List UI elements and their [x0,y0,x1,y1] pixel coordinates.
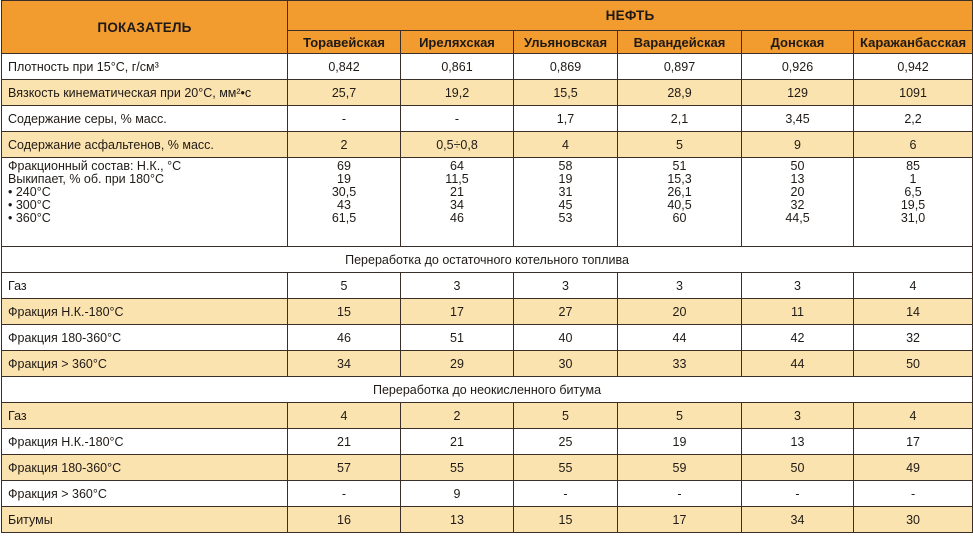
table-cell: - [742,481,854,507]
oil-column-header: Донская [742,31,854,54]
table-cell: 13 [401,507,514,533]
oil-column-header: Иреляхская [401,31,514,54]
table-cell: 4 [854,403,973,429]
table-row [2,325,973,351]
table-cell: 1,7 [514,106,618,132]
table-row-fractional [2,158,973,247]
table-row [2,455,973,481]
table-cell: - [854,481,973,507]
table-cell: 58 19 31 45 53 [514,158,618,247]
indicator-header: ПОКАЗАТЕЛЬ [2,1,288,54]
table-cell: 3 [742,403,854,429]
table-cell: 29 [401,351,514,377]
table-cell: 20 [618,299,742,325]
section-header-fuel [2,247,973,273]
table-cell: 16 [288,507,401,533]
table-cell: 42 [742,325,854,351]
table-cell: 15,5 [514,80,618,106]
table-cell: 64 11,5 21 34 46 [401,158,514,247]
table-cell: 9 [742,132,854,158]
row-label: Фракция Н.К.-180°С [2,299,288,325]
table-cell: 25 [514,429,618,455]
oil-column-header: Варандейская [618,31,742,54]
table-cell: 59 [618,455,742,481]
oil-column-header: Ульяновская [514,31,618,54]
table-cell: 5 [514,403,618,429]
table-cell: 3 [401,273,514,299]
table-cell: 51 15,3 26,1 40,5 60 [618,158,742,247]
row-label: Фракция > 360°С [2,481,288,507]
table-cell: - [401,106,514,132]
table-row-sulfur [2,106,973,132]
table-cell: 0,897 [618,54,742,80]
table-row [2,429,973,455]
table-cell: 129 [742,80,854,106]
table-cell: 40 [514,325,618,351]
table-cell: 13 [742,429,854,455]
table-cell: 85 1 6,5 19,5 31,0 [854,158,973,247]
table-cell: 9 [401,481,514,507]
table-cell: 30 [854,507,973,533]
table-cell: 33 [618,351,742,377]
oil-column-header: Каражанбасская [854,31,973,54]
table-row-density [2,54,973,80]
row-label: Фракция 180-360°С [2,325,288,351]
table-row [2,299,973,325]
table-cell: 3,45 [742,106,854,132]
table-cell: 44 [742,351,854,377]
row-label: Вязкость кинематическая при 20°С, мм²•с [2,80,288,106]
table-cell: 17 [854,429,973,455]
row-label: Фракция > 360°С [2,351,288,377]
table-cell: 3 [618,273,742,299]
table-cell: 55 [401,455,514,481]
table-row [2,507,973,533]
table-cell: 2,2 [854,106,973,132]
table-cell: 4 [854,273,973,299]
table-cell: 21 [401,429,514,455]
table-cell: 57 [288,455,401,481]
table-cell: 4 [288,403,401,429]
table-cell: 0,926 [742,54,854,80]
table-cell: 19 [618,429,742,455]
table-cell: 11 [742,299,854,325]
table-cell: 0,5÷0,8 [401,132,514,158]
table-row-viscosity [2,80,973,106]
row-label: Плотность при 15°С, г/см³ [2,54,288,80]
row-label: Фракция Н.К.-180°С [2,429,288,455]
table-cell: - [514,481,618,507]
table-cell: 2 [401,403,514,429]
table-cell: 34 [288,351,401,377]
table-cell: 6 [854,132,973,158]
row-label: Содержание асфальтенов, % масс. [2,132,288,158]
table-row-asphaltenes [2,132,973,158]
row-label: Газ [2,403,288,429]
table-cell: 50 13 20 32 44,5 [742,158,854,247]
table-cell: 5 [618,132,742,158]
table-cell: - [288,106,401,132]
table-cell: 34 [742,507,854,533]
table-cell: 0,942 [854,54,973,80]
table-row [2,403,973,429]
oil-header: НЕФТЬ [288,1,973,31]
row-label: Фракционный состав: Н.К., °С Выкипает, % об. при 180°С • 240°С • 300°С • 360°С [2,158,288,247]
table-cell: 14 [854,299,973,325]
table-cell: 5 [618,403,742,429]
table-cell: 2 [288,132,401,158]
table-cell: 4 [514,132,618,158]
table-cell: 51 [401,325,514,351]
table-cell: 32 [854,325,973,351]
header-row-top [2,1,973,31]
table-cell: - [618,481,742,507]
section-title: Переработка до неокисленного битума [2,377,973,403]
row-label: Фракция 180-360°С [2,455,288,481]
table-cell: 5 [288,273,401,299]
table-cell: 28,9 [618,80,742,106]
table-cell: 0,842 [288,54,401,80]
row-label: Газ [2,273,288,299]
table-cell: 1091 [854,80,973,106]
table-cell: 19,2 [401,80,514,106]
section-title: Переработка до остаточного котельного топлива [2,247,973,273]
table-cell: 17 [401,299,514,325]
oil-column-header: Торавейская [288,31,401,54]
row-label: Битумы [2,507,288,533]
table-cell: 17 [618,507,742,533]
table-cell: 2,1 [618,106,742,132]
table-cell: 0,869 [514,54,618,80]
table-cell: 55 [514,455,618,481]
table-cell: - [288,481,401,507]
table-row [2,351,973,377]
table-cell: 30 [514,351,618,377]
table-cell: 27 [514,299,618,325]
table-cell: 3 [742,273,854,299]
table-cell: 15 [514,507,618,533]
table-row [2,481,973,507]
oil-properties-table [1,0,973,533]
table-cell: 46 [288,325,401,351]
row-label: Содержание серы, % масс. [2,106,288,132]
table-cell: 25,7 [288,80,401,106]
table-row [2,273,973,299]
section-header-bitumen [2,377,973,403]
table-cell: 69 19 30,5 43 61,5 [288,158,401,247]
table-cell: 50 [742,455,854,481]
table-cell: 21 [288,429,401,455]
table-cell: 15 [288,299,401,325]
table-cell: 3 [514,273,618,299]
table-cell: 44 [618,325,742,351]
table-cell: 49 [854,455,973,481]
table-cell: 0,861 [401,54,514,80]
table-cell: 50 [854,351,973,377]
